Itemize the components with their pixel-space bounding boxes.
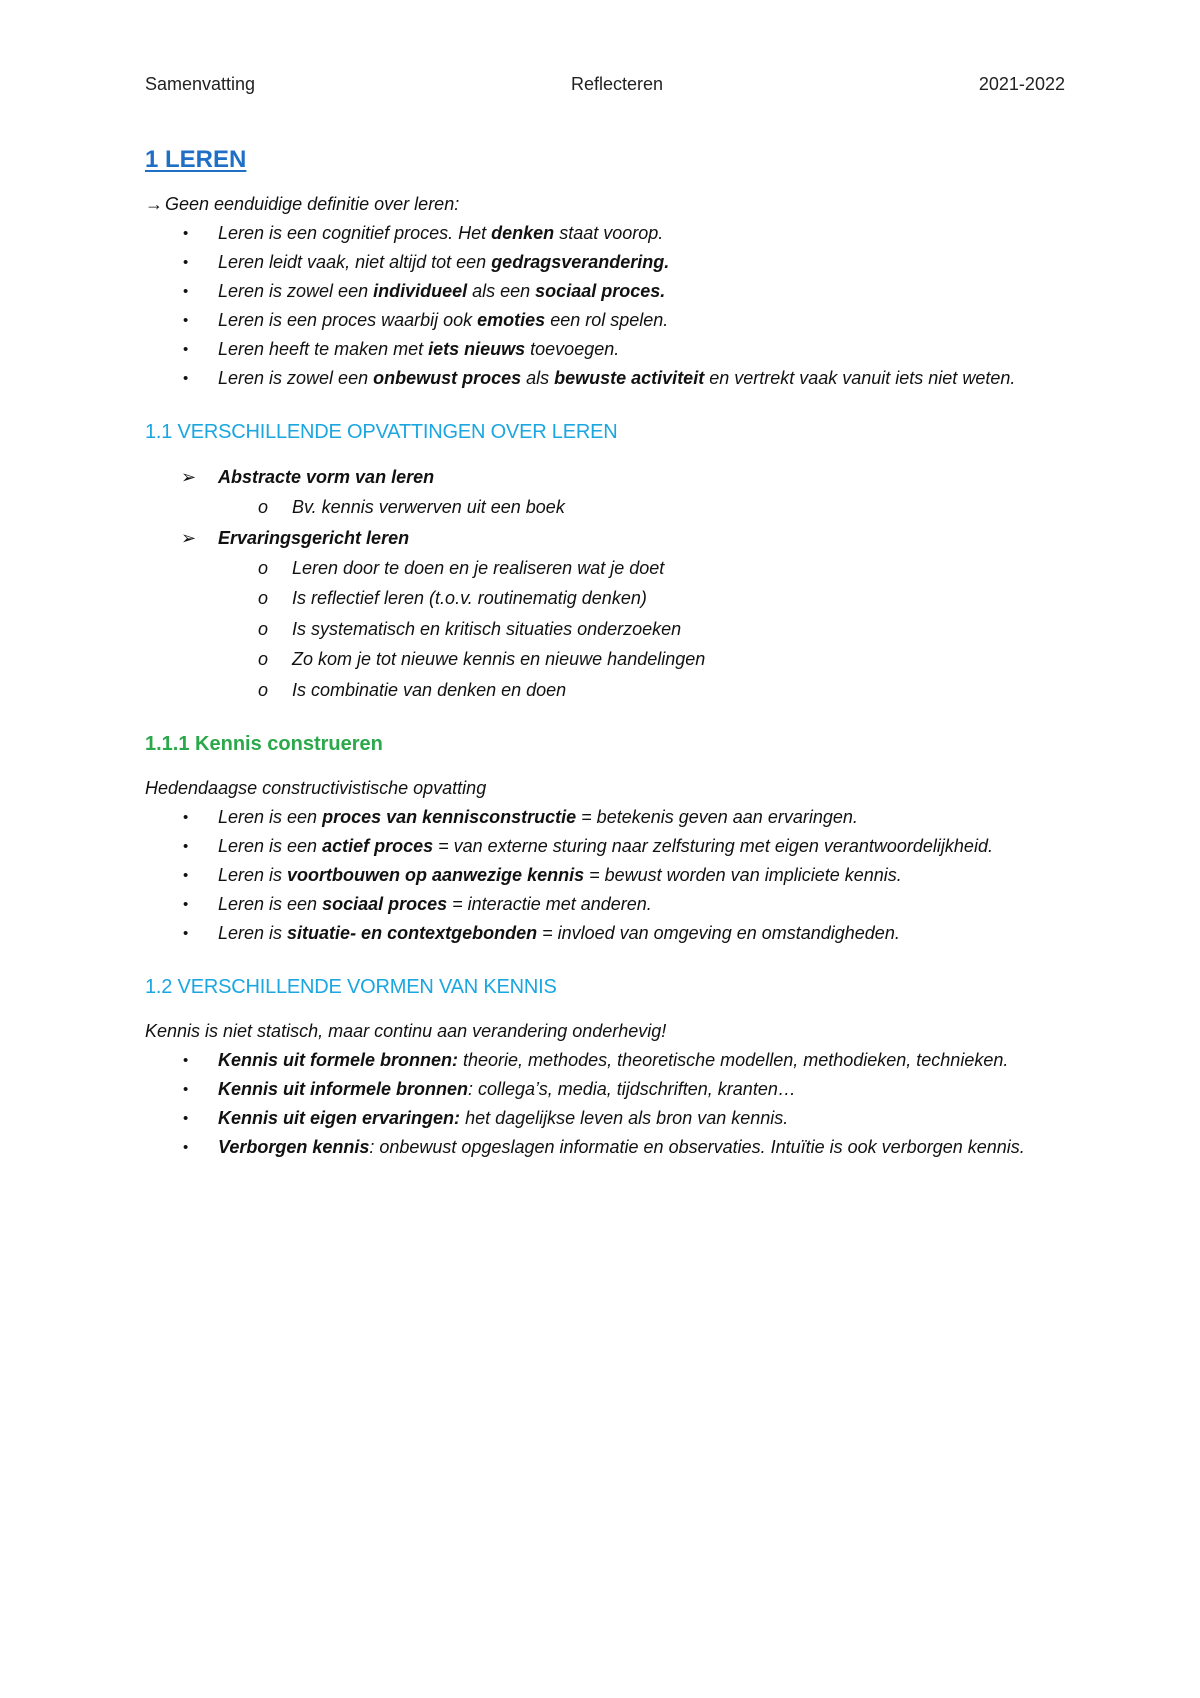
circle-marker-icon: o: [258, 618, 269, 639]
circle-marker-icon: o: [258, 679, 269, 700]
bullet-icon: •: [183, 341, 189, 358]
heading-opvattingen: 1.1 VERSCHILLENDE OPVATTINGEN OVER LEREN: [145, 421, 618, 443]
list-item: • Leren is voortbouwen op aanwezige kennis = bewust worden van impliciete kennis.: [145, 861, 1065, 890]
chevron-arrow-icon: ➢: [181, 467, 197, 487]
list-item: o Zo kom je tot nieuwe kennis en nieuwe handelingen: [145, 644, 1065, 675]
list-item: • Leren is een cognitief proces. Het denken staat voorop.: [145, 219, 1065, 248]
heading-kennis-construeren: 1.1.1 Kennis construeren: [145, 733, 383, 755]
sub-list: [145, 492, 1065, 523]
list-item: • Verborgen kennis: onbewust opgeslagen informatie en observaties. Intuïtie is ook verborgen kennis.: [145, 1133, 1065, 1162]
bullet-icon: •: [183, 312, 189, 329]
sub-list: [145, 553, 1065, 706]
list-item: • Leren heeft te maken met iets nieuws toevoegen.: [145, 335, 1065, 364]
heading-leren: 1 LEREN: [145, 146, 247, 173]
kennis-intro: Kennis is niet statisch, maar continu aan verandering onderhevig!: [145, 1021, 667, 1041]
arrow-right-icon: →: [145, 194, 163, 214]
chevron-arrow-icon: ➢: [181, 527, 197, 548]
list-item: • Kennis uit formele bronnen: theorie, methodes, theoretische modellen, methodieken, technieken.: [145, 1046, 1065, 1075]
list-item: • Kennis uit eigen ervaringen: het dagelijkse leven als bron van kennis.: [145, 1104, 1065, 1133]
document-body: [145, 146, 1065, 1162]
list-item: • Leren is situatie- en contextgebonden = invloed van omgeving en omstandigheden.: [145, 919, 1065, 948]
intro-line: [145, 190, 1065, 219]
constructivisme-intro: Hedendaagse constructivistische opvatting: [145, 778, 487, 798]
list-item: • Leren is zowel een individueel als een sociaal proces.: [145, 277, 1065, 306]
bullet-icon: •: [183, 283, 189, 300]
intro-text: Geen eenduidige definitie over leren:: [165, 194, 460, 214]
header-left: Samenvatting: [145, 74, 256, 94]
list-item: o Is combinatie van denken en doen: [145, 675, 1065, 706]
bullet-icon: •: [183, 225, 189, 242]
bullet-icon: •: [183, 1139, 189, 1156]
list-item: • Leren is een proces van kennisconstructie = betekenis geven aan ervaringen.: [145, 803, 1065, 832]
circle-marker-icon: o: [258, 557, 269, 578]
bullet-icon: •: [183, 1081, 189, 1098]
bullet-icon: •: [183, 254, 189, 271]
header-right: 2021-2022: [978, 74, 1065, 94]
list-item: o Is reflectief leren (t.o.v. routinematig denken): [145, 583, 1065, 614]
bullet-icon: •: [183, 925, 189, 942]
list-item: o Leren door te doen en je realiseren wat je doet: [145, 553, 1065, 584]
bullet-icon: •: [183, 1052, 189, 1069]
list-item: • Kennis uit informele bronnen: collega’s, media, tijdschriften, kranten…: [145, 1075, 1065, 1104]
circle-marker-icon: o: [258, 649, 269, 669]
list-item: ➢ Abstracte vorm van leren: [145, 462, 1065, 492]
list-item: • Leren leidt vaak, niet altijd tot een gedragsverandering.: [145, 248, 1065, 277]
bullet-icon: •: [183, 809, 189, 826]
bullet-icon: •: [183, 838, 189, 855]
page-header: [145, 74, 1065, 95]
bullet-icon: •: [183, 370, 189, 387]
list-item: • Leren is een proces waarbij ook emoties een rol spelen.: [145, 306, 1065, 335]
list-item: o Bv. kennis verwerven uit een boek: [145, 492, 1065, 523]
circle-marker-icon: o: [258, 588, 269, 608]
kennis-bullet-list: [145, 1046, 1065, 1162]
leren-bullet-list: [145, 219, 1065, 393]
bullet-icon: •: [183, 867, 189, 884]
list-item: • Leren is een sociaal proces = interactie met anderen.: [145, 890, 1065, 919]
header-center: Reflecteren: [570, 74, 664, 94]
bullet-icon: •: [183, 896, 189, 913]
bullet-icon: •: [183, 1110, 189, 1127]
construeren-bullet-list: [145, 803, 1065, 948]
list-item: • Leren is zowel een onbewust proces als bewuste activiteit en vertrekt vaak vanuit iets niet weten.: [145, 364, 1065, 393]
list-item: ➢ Ervaringsgericht leren: [145, 523, 1065, 553]
list-item: o Is systematisch en kritisch situaties onderzoeken: [145, 614, 1065, 645]
opvattingen-list: [145, 462, 1065, 705]
heading-vormen-van-kennis: 1.2 VERSCHILLENDE VORMEN VAN KENNIS: [145, 976, 557, 998]
circle-marker-icon: o: [258, 497, 269, 517]
list-item: • Leren is een actief proces = van externe sturing naar zelfsturing met eigen verantwoordelijkheid.: [145, 832, 1065, 861]
